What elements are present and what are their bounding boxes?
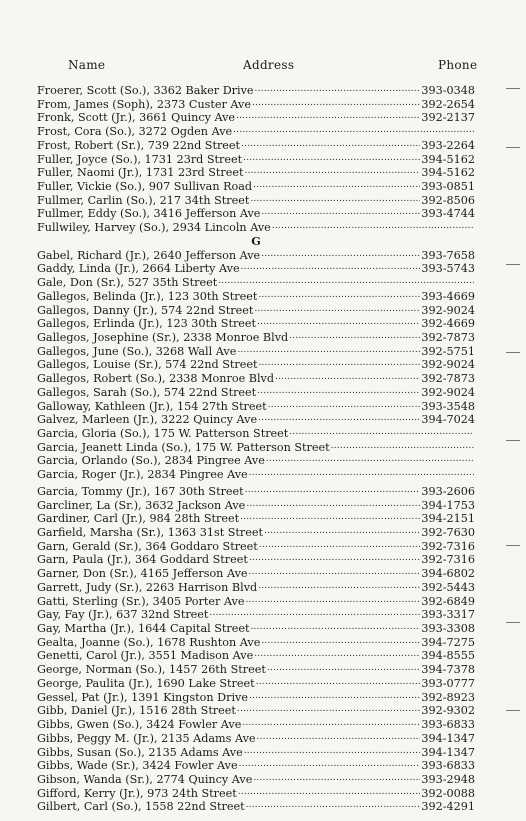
- directory-entry: [37, 608, 475, 622]
- directory-entry: [37, 649, 475, 663]
- dot-leader: [249, 691, 420, 705]
- dot-leader: [257, 386, 420, 400]
- entry-name-address: Gibbs, Wade (Sr.), 3424 Fowler Ave: [37, 759, 238, 773]
- entry-name-address: Gibbs, Susan (So.), 2135 Adams Ave: [37, 745, 243, 759]
- entry-name-address: Fuller, Joyce (So.), 1731 23rd Street: [37, 152, 243, 166]
- directory-entry: [37, 636, 475, 650]
- entry-phone: 393-4669: [421, 289, 475, 303]
- entry-phone: 393-6833: [421, 759, 475, 773]
- directory-entry: [37, 249, 475, 263]
- directory-entry: [37, 526, 475, 540]
- dot-leader: [245, 166, 421, 180]
- name-column-label: Name: [68, 58, 106, 72]
- dot-leader: [239, 759, 421, 773]
- directory-entry: [37, 372, 475, 386]
- entry-phone: 392-8923: [421, 690, 475, 704]
- directory-entry: [37, 567, 475, 581]
- entry-name-address: Gealta, Joanne (So.), 1678 Rushton Ave: [37, 635, 261, 649]
- entry-phone: 392-5443: [421, 580, 475, 594]
- entry-name-address: Gibbs, Peggy M. (Jr.), 2135 Adams Ave: [37, 731, 256, 745]
- dot-leader: [249, 567, 421, 581]
- entry-phone: 393-6833: [421, 718, 475, 732]
- entry-name-address: Gibson, Wanda (Sr.), 2774 Quincy Ave: [37, 772, 253, 786]
- dot-leader: [261, 207, 420, 221]
- directory-entry: [37, 595, 475, 609]
- entry-name-address: Gallegos, Belinda (Jr.), 123 30th Street: [37, 289, 258, 303]
- margin-mark: [506, 147, 520, 148]
- directory-entry: [37, 98, 475, 112]
- entry-phone: 392-9302: [421, 704, 475, 718]
- dot-leader: [244, 746, 421, 760]
- dot-leader: [253, 773, 420, 787]
- address-column-label: Address: [243, 58, 295, 72]
- dot-leader: [258, 581, 420, 595]
- entry-phone: 392-4291: [421, 800, 475, 814]
- entry-name-address: Garcia, Roger (Jr.), 2834 Pingree Ave: [37, 468, 248, 482]
- directory-entry: [37, 553, 475, 567]
- entry-name-address: Gallegos, Robert (So.), 2338 Monroe Blvd: [37, 372, 275, 386]
- margin-mark: [506, 352, 520, 353]
- entry-phone: 394-1347: [421, 731, 475, 745]
- entry-phone: 393-2606: [421, 484, 475, 498]
- margin-mark: [506, 264, 520, 265]
- entry-name-address: Garcia, Jeanett Linda (So.), 175 W. Patterson Street: [37, 440, 330, 454]
- dot-leader: [259, 358, 421, 372]
- entry-phone: 392-4669: [421, 317, 475, 331]
- entry-phone: 392-2654: [421, 97, 475, 111]
- entry-phone: 394-7275: [421, 635, 475, 649]
- dot-leader: [255, 84, 421, 98]
- entry-phone: 393-0851: [421, 180, 475, 194]
- entry-name-address: Fullwiley, Harvey (So.), 2934 Lincoln Ave: [37, 221, 271, 235]
- dot-leader: [249, 468, 474, 482]
- entry-name-address: Genetti, Carol (Jr.), 3551 Madison Ave: [37, 649, 254, 663]
- entry-phone: 393-4744: [421, 207, 475, 221]
- dot-leader: [218, 276, 474, 290]
- entry-phone: 392-6849: [421, 594, 475, 608]
- entry-phone: 393-0777: [421, 676, 475, 690]
- entry-name-address: Garner, Don (Sr.), 4165 Jefferson Ave: [37, 567, 248, 581]
- dot-leader: [252, 98, 420, 112]
- dot-leader: [254, 649, 420, 663]
- entry-name-address: Frost, Robert (Sr.), 739 22nd Street: [37, 138, 241, 152]
- dot-leader: [241, 262, 421, 276]
- entry-name-address: Gale, Don (Sr.), 527 35th Street: [37, 276, 218, 290]
- entry-name-address: Garrett, Judy (Sr.), 2263 Harrison Blvd: [37, 580, 258, 594]
- directory-entry: [37, 304, 475, 318]
- dot-leader: [236, 111, 420, 125]
- dot-leader: [243, 153, 420, 167]
- entry-phone: 393-2948: [421, 772, 475, 786]
- entry-name-address: Garcia, Tommy (Jr.), 167 30th Street: [37, 484, 244, 498]
- dot-leader: [261, 249, 420, 263]
- entry-phone: 392-7316: [421, 553, 475, 567]
- entry-name-address: Gallegos, Josephine (Sr.), 2338 Monroe Blvd: [37, 330, 289, 344]
- directory-entry: [37, 413, 475, 427]
- entry-name-address: Gallegos, June (So.), 3268 Wall Ave: [37, 344, 237, 358]
- entry-phone: 392-9024: [421, 303, 475, 317]
- entry-phone: 392-7873: [421, 372, 475, 386]
- dot-leader: [254, 304, 420, 318]
- margin-mark: [506, 710, 520, 711]
- dot-leader: [267, 663, 421, 677]
- entry-name-address: Gay, Fay (Jr.), 637 32nd Street: [37, 608, 209, 622]
- dot-leader: [241, 139, 420, 153]
- directory-entry: [37, 787, 475, 801]
- entry-name-address: Fuller, Naomi (Jr.), 1731 23rd Street: [37, 166, 244, 180]
- entry-name-address: Gabel, Richard (Jr.), 2640 Jefferson Ave: [37, 248, 261, 262]
- dot-leader: [258, 290, 420, 304]
- entry-name-address: Gallegos, Danny (Jr.), 574 22nd Street: [37, 303, 254, 317]
- directory-entry: [37, 677, 475, 691]
- dot-leader: [250, 194, 420, 208]
- entry-name-address: Gibb, Daniel (Jr.), 1516 28th Street: [37, 704, 236, 718]
- entry-name-address: Gifford, Kerry (Jr.), 973 24th Street: [37, 786, 237, 800]
- entry-name-address: Fullmer, Carlin (So.), 217 34th Street: [37, 193, 250, 207]
- entry-name-address: Garcliner, La (Sr.), 3632 Jackson Ave: [37, 498, 246, 512]
- entry-name-address: George, Norman (So.), 1457 26th Street: [37, 663, 266, 677]
- dot-leader: [237, 345, 420, 359]
- directory-entry: [37, 180, 475, 194]
- directory-entry: [37, 139, 475, 153]
- entry-name-address: Gallegos, Erlinda (Jr.), 123 30th Street: [37, 317, 257, 331]
- directory-listing: [37, 84, 475, 814]
- section-letter: G: [251, 234, 261, 248]
- entry-phone: 394-8555: [421, 649, 475, 663]
- directory-entry: [37, 512, 475, 526]
- dot-leader: [233, 125, 474, 139]
- margin-mark: [506, 545, 520, 546]
- dot-leader: [268, 400, 421, 414]
- dot-leader: [261, 636, 420, 650]
- entry-phone: 392-2137: [421, 111, 475, 125]
- directory-entry: [37, 718, 475, 732]
- entry-name-address: Gay, Martha (Jr.), 1644 Capital Street: [37, 622, 250, 636]
- directory-entry: [37, 290, 475, 304]
- directory-entry: [37, 84, 475, 98]
- dot-leader: [289, 331, 420, 345]
- directory-entry: [37, 622, 475, 636]
- entry-phone: 393-5743: [421, 262, 475, 276]
- entry-phone: 392-5751: [421, 344, 475, 358]
- entry-name-address: Fullmer, Eddy (So.), 3416 Jefferson Ave: [37, 207, 261, 221]
- directory-entry: [37, 485, 475, 499]
- margin-mark: [506, 440, 520, 441]
- dot-leader: [245, 595, 420, 609]
- directory-entry: [37, 317, 475, 331]
- directory-entry: [37, 663, 475, 677]
- dot-leader: [272, 221, 474, 235]
- dot-leader: [249, 553, 421, 567]
- dot-leader: [246, 499, 420, 513]
- directory-entry: [37, 386, 475, 400]
- entry-phone: 394-7378: [421, 663, 475, 677]
- entry-name-address: Frost, Cora (So.), 3272 Ogden Ave: [37, 125, 233, 139]
- directory-entry: [37, 194, 475, 208]
- entry-phone: 393-3308: [421, 622, 475, 636]
- dot-leader: [209, 608, 420, 622]
- entry-name-address: Fuller, Vickie (So.), 907 Sullivan Road: [37, 180, 253, 194]
- directory-entry: [37, 358, 475, 372]
- entry-phone: 394-5162: [421, 152, 475, 166]
- directory-entry: [37, 207, 475, 221]
- directory-entry: [37, 759, 475, 773]
- entry-phone: 394-1753: [421, 498, 475, 512]
- dot-leader: [238, 787, 421, 801]
- dot-leader: [331, 441, 474, 455]
- directory-entry: [37, 276, 475, 290]
- entry-phone: 393-2264: [421, 138, 475, 152]
- directory-entry: [37, 111, 475, 125]
- directory-entry: [37, 581, 475, 595]
- column-header: [0, 58, 526, 74]
- directory-entry: [37, 691, 475, 705]
- entry-phone: 392-8506: [421, 193, 475, 207]
- entry-phone: 392-7630: [421, 526, 475, 539]
- entry-phone: 392-0088: [421, 786, 475, 800]
- dot-leader: [264, 526, 420, 540]
- directory-entry: [37, 262, 475, 276]
- dot-leader: [289, 427, 474, 441]
- entry-name-address: Gardiner, Carl (Jr.), 984 28th Street: [37, 512, 240, 526]
- entry-name-address: Gessel, Pat (Jr.), 1391 Kingston Drive: [37, 690, 248, 704]
- margin-marks: [496, 0, 526, 821]
- dot-leader: [257, 732, 421, 746]
- directory-entry: [37, 499, 475, 513]
- entry-phone: 393-7658: [421, 248, 475, 262]
- entry-name-address: Gaddy, Linda (Jr.), 2664 Liberty Ave: [37, 262, 240, 276]
- entry-phone: 394-5162: [421, 166, 475, 180]
- entry-name-address: Gibbs, Gwen (So.), 3424 Fowler Ave: [37, 718, 242, 732]
- entry-name-address: Galloway, Kathleen (Jr.), 154 27th Street: [37, 399, 267, 413]
- directory-entry: [37, 427, 475, 441]
- entry-name-address: Gatti, Sterling (Sr.), 3405 Porter Ave: [37, 594, 245, 608]
- entry-phone: 392-9024: [421, 385, 475, 399]
- entry-phone: 392-7873: [421, 330, 475, 344]
- directory-entry: [37, 153, 475, 167]
- entry-phone: 394-6802: [421, 567, 475, 581]
- entry-name-address: Garcia, Gloria (So.), 175 W. Patterson Street: [37, 426, 289, 440]
- entry-name-address: Froerer, Scott (So.), 3362 Baker Drive: [37, 84, 254, 97]
- entry-name-address: Gallegos, Sarah (So.), 574 22nd Street: [37, 385, 257, 399]
- entry-phone: 394-2151: [421, 512, 475, 526]
- directory-entry: [37, 468, 475, 482]
- dot-leader: [240, 512, 420, 526]
- margin-mark: [506, 622, 520, 623]
- entry-name-address: Galvez, Marleen (Jr.), 3222 Quincy Ave: [37, 413, 258, 427]
- entry-phone: 393-0348: [421, 84, 475, 97]
- dot-leader: [237, 704, 420, 718]
- entry-name-address: Gallegos, Louise (Sr.), 574 22nd Street: [37, 358, 258, 372]
- directory-entry: [37, 221, 475, 235]
- entry-phone: 392-7316: [421, 539, 475, 553]
- directory-entry: [37, 454, 475, 468]
- directory-entry: [37, 732, 475, 746]
- dot-leader: [275, 372, 420, 386]
- entry-phone: 392-9024: [421, 358, 475, 372]
- entry-phone: 394-1347: [421, 745, 475, 759]
- directory-entry: [37, 773, 475, 787]
- directory-entry: [37, 331, 475, 345]
- directory-entry: [37, 540, 475, 554]
- dot-leader: [266, 454, 474, 468]
- dot-leader: [245, 485, 421, 499]
- dot-leader: [246, 800, 421, 814]
- directory-entry: [37, 345, 475, 359]
- directory-entry: [37, 125, 475, 139]
- entry-name-address: Garcia, Orlando (So.), 2834 Pingree Ave: [37, 454, 265, 468]
- entry-name-address: Fronk, Scott (Jr.), 3661 Quincy Ave: [37, 111, 236, 125]
- dot-leader: [253, 180, 420, 194]
- dot-leader: [259, 540, 421, 554]
- directory-entry: [37, 441, 475, 455]
- entry-name-address: Garn, Gerald (Sr.), 364 Goddaro Street: [37, 539, 258, 553]
- entry-phone: 393-3317: [421, 608, 475, 622]
- margin-mark: [506, 88, 520, 89]
- dot-leader: [257, 317, 420, 331]
- entry-name-address: Garfield, Marsha (Sr.), 1363 31st Street: [37, 526, 264, 539]
- entry-name-address: From, James (Soph), 2373 Custer Ave: [37, 97, 251, 111]
- dot-leader: [242, 718, 420, 732]
- dot-leader: [251, 622, 421, 636]
- entry-phone: 393-3548: [421, 399, 475, 413]
- directory-entry: [37, 166, 475, 180]
- dot-leader: [258, 413, 420, 427]
- entry-name-address: Garn, Paula (Jr.), 364 Goddard Street: [37, 553, 248, 567]
- directory-entry: [37, 704, 475, 718]
- directory-entry: [37, 800, 475, 814]
- directory-entry: [37, 746, 475, 760]
- entry-phone: 394-7024: [421, 413, 475, 427]
- entry-name-address: George, Paulita (Jr.), 1690 Lake Street: [37, 676, 255, 690]
- phone-column-label: Phone: [438, 58, 478, 72]
- entry-name-address: Gilbert, Carl (So.), 1558 22nd Street: [37, 800, 245, 814]
- dot-leader: [256, 677, 421, 691]
- directory-entry: [37, 400, 475, 414]
